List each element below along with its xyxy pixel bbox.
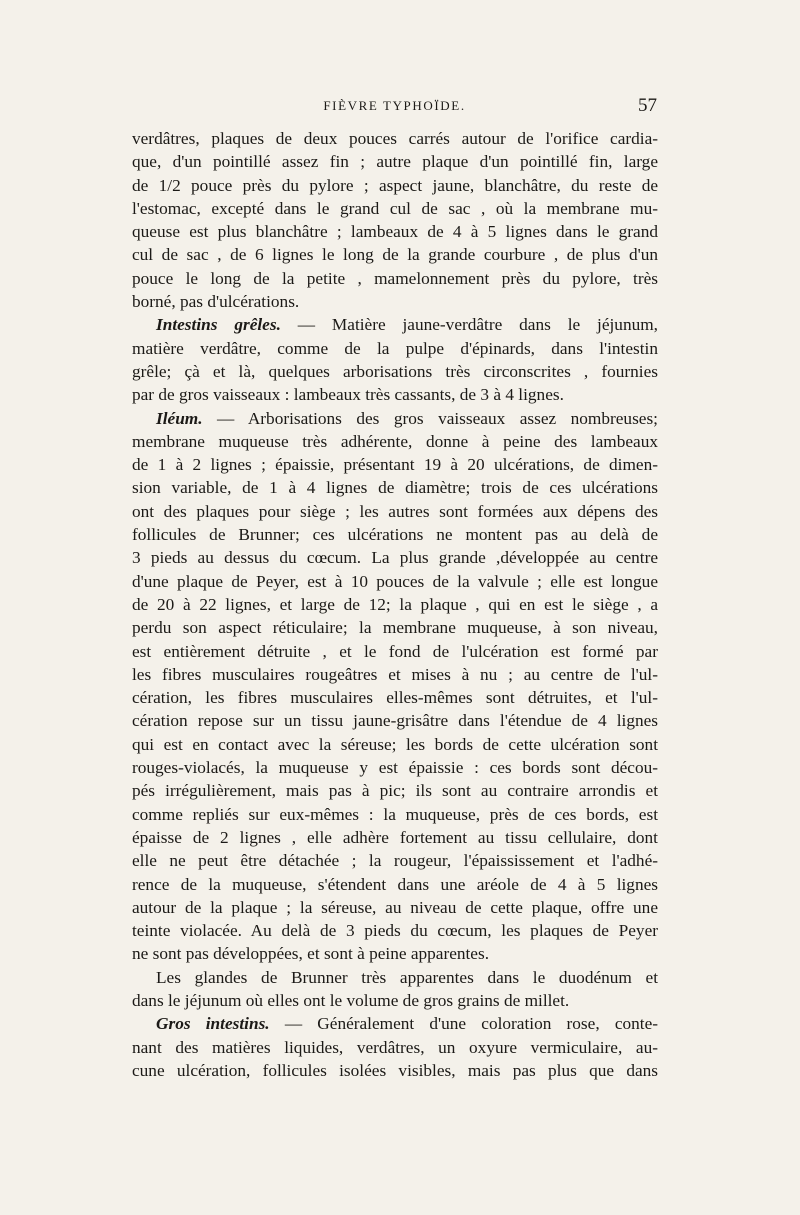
section-heading: Iléum. bbox=[156, 408, 203, 428]
section-heading: Intestins grêles. bbox=[156, 315, 281, 335]
line-text: — Généralement d'une coloration rose, conte- bbox=[269, 1014, 659, 1034]
text-line bbox=[132, 919, 658, 942]
text-line bbox=[132, 290, 658, 313]
text-line bbox=[132, 337, 658, 360]
line-text: cération repose sur un tissu jaune-grisâtre dans l'étendue de 4 lignes bbox=[132, 711, 658, 731]
line-text: grêle; çà et là, quelques arborisations très circonscrites , fournies bbox=[132, 361, 658, 381]
text-line bbox=[132, 756, 658, 779]
line-text: les fibres musculaires rougeâtres et mises à nu ; au centre de l'ul- bbox=[132, 664, 658, 684]
text-line bbox=[132, 1036, 658, 1059]
text-line bbox=[132, 174, 658, 197]
line-text: que, d'un pointillé assez fin ; autre plaque d'un pointillé fin, large bbox=[132, 152, 658, 172]
running-title: FIÈVRE TYPHOÏDE. bbox=[323, 98, 466, 113]
text-line bbox=[132, 873, 658, 896]
line-text: — Arborisations des gros vaisseaux assez nombreuses; bbox=[202, 408, 658, 428]
line-text: queuse est plus blanchâtre ; lambeaux de 4 à 5 lignes dans le grand bbox=[132, 222, 658, 242]
line-text: ne sont pas développées, et sont à peine apparentes. bbox=[132, 944, 490, 964]
text-line bbox=[132, 546, 658, 569]
text-line bbox=[132, 430, 658, 453]
line-text: épaisse de 2 lignes , elle adhère fortement au tissu cellulaire, dont bbox=[132, 827, 658, 847]
text-line bbox=[132, 243, 658, 266]
text-line bbox=[132, 360, 658, 383]
line-text: pouce le long de la petite , mamelonnement près du pylore, très bbox=[132, 268, 658, 288]
line-text: membrane muqueuse très adhérente, donne à peine des lambeaux bbox=[132, 431, 658, 451]
line-text: de 1/2 pouce près du pylore ; aspect jaune, blanchâtre, du reste de bbox=[132, 175, 658, 195]
text-line bbox=[132, 383, 658, 406]
page-header bbox=[132, 95, 657, 122]
line-text: de 20 à 22 lignes, et large de 12; la plaque , qui en est le siège , a bbox=[132, 594, 658, 614]
line-text: qui est en contact avec la séreuse; les bords de cette ulcération sont bbox=[132, 734, 658, 754]
line-text: rouges-violacés, la muqueuse y est épaissie : ces bords sont décou- bbox=[132, 758, 658, 778]
section-heading: Gros intestins. bbox=[156, 1014, 270, 1034]
line-text: pés irrégulièrement, mais pas à pic; ils sont au contraire arrondis et bbox=[132, 781, 658, 801]
line-text: cune ulcération, follicules isolées visibles, mais pas plus que dans bbox=[132, 1060, 658, 1080]
line-text: teinte violacée. Au delà de 3 pieds du cœcum, les plaques de Peyer bbox=[132, 921, 658, 941]
text-line bbox=[132, 686, 658, 709]
line-text: cération, les fibres musculaires elles-mêmes sont détruites, et l'ul- bbox=[132, 688, 658, 708]
text-line bbox=[132, 779, 658, 802]
text-line bbox=[132, 849, 658, 872]
line-text: autour de la plaque ; la séreuse, au niveau de cette plaque, offre une bbox=[132, 897, 658, 917]
line-text: 3 pieds au dessus du cœcum. La plus grande ,développée au centre bbox=[132, 548, 658, 568]
text-line bbox=[132, 896, 658, 919]
page-number: 57 bbox=[638, 95, 657, 116]
line-text: nant des matières liquides, verdâtres, un oxyure vermiculaire, au- bbox=[132, 1037, 658, 1057]
line-text: cul de sac , de 6 lignes le long de la grande courbure , de plus d'un bbox=[132, 245, 658, 265]
text-line bbox=[132, 476, 658, 499]
text-line bbox=[132, 407, 658, 430]
text-line bbox=[132, 150, 658, 173]
text-line bbox=[132, 313, 658, 336]
text-line bbox=[132, 733, 658, 756]
text-line bbox=[132, 989, 658, 1012]
line-text: follicules de Brunner; ces ulcérations ne montent pas au delà de bbox=[132, 525, 658, 545]
text-line bbox=[132, 616, 658, 639]
text-line bbox=[132, 709, 658, 732]
text-line bbox=[132, 127, 658, 150]
line-text: est entièrement détruite , et le fond de l'ulcération est formé par bbox=[132, 641, 658, 661]
line-text: de 1 à 2 lignes ; épaissie, présentant 19 à 20 ulcérations, de dimen- bbox=[132, 455, 658, 475]
line-text: rence de la muqueuse, s'étendent dans une aréole de 4 à 5 lignes bbox=[132, 874, 658, 894]
line-text: sion variable, de 1 à 4 lignes de diamètre; trois de ces ulcérations bbox=[132, 478, 658, 498]
text-line bbox=[132, 803, 658, 826]
text-line bbox=[132, 500, 658, 523]
line-text: — Matière jaune-verdâtre dans le jéjunum, bbox=[280, 315, 658, 335]
line-text: ont des plaques pour siège ; les autres sont formées aux dépens des bbox=[132, 501, 658, 521]
line-text: comme repliés sur eux-mêmes : la muqueuse, près de ces bords, est bbox=[132, 804, 658, 824]
text-line bbox=[132, 640, 658, 663]
line-text: verdâtres, plaques de deux pouces carrés autour de l'orifice cardia- bbox=[132, 129, 658, 148]
text-line bbox=[132, 1059, 658, 1082]
text-line bbox=[132, 453, 658, 476]
line-text: l'estomac, excepté dans le grand cul de sac , où la membrane mu- bbox=[132, 198, 658, 218]
text-line bbox=[132, 523, 658, 546]
line-text: Les glandes de Brunner très apparentes dans le duodénum et bbox=[156, 967, 658, 987]
line-text: matière verdâtre, comme de la pulpe d'épinards, dans l'intestin bbox=[132, 338, 658, 358]
text-line bbox=[132, 1012, 658, 1035]
line-text: perdu son aspect réticulaire; la membrane muqueuse, à son niveau, bbox=[132, 618, 658, 638]
line-text: elle ne peut être détachée ; la rougeur, l'épaississement et l'adhé- bbox=[132, 851, 658, 871]
text-line bbox=[132, 966, 658, 989]
line-text: dans le jéjunum où elles ont le volume de gros grains de millet. bbox=[132, 990, 570, 1010]
body-text bbox=[132, 127, 658, 1082]
text-line bbox=[132, 593, 658, 616]
line-text: d'une plaque de Peyer, est à 10 pouces de la valvule ; elle est longue bbox=[132, 571, 658, 591]
line-text: par de gros vaisseaux : lambeaux très cassants, de 3 à 4 lignes. bbox=[132, 385, 564, 405]
text-line bbox=[132, 663, 658, 686]
text-line bbox=[132, 942, 658, 965]
text-line bbox=[132, 220, 658, 243]
text-line bbox=[132, 197, 658, 220]
text-line bbox=[132, 267, 658, 290]
text-line bbox=[132, 826, 658, 849]
text-line bbox=[132, 570, 658, 593]
line-text: borné, pas d'ulcérations. bbox=[132, 292, 300, 312]
